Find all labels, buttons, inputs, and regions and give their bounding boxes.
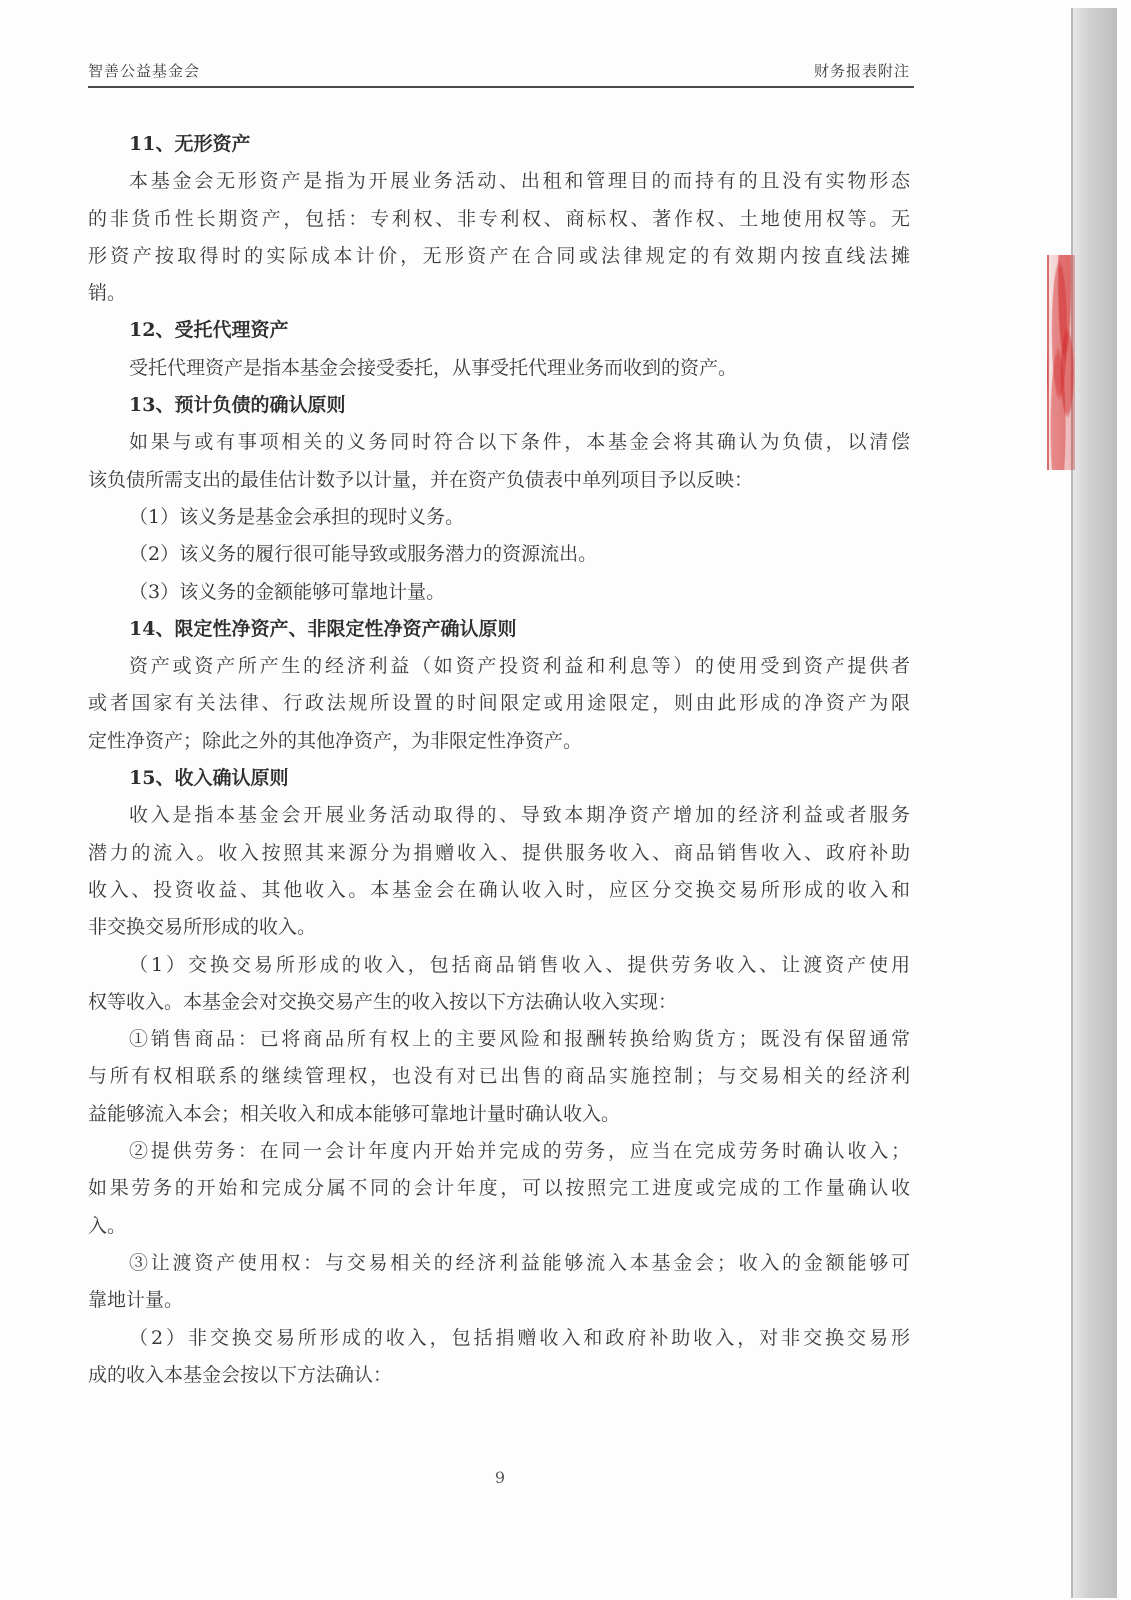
- paragraph-line: 受托代理资产是指本基金会接受委托，从事受托代理业务而收到的资产。: [129, 356, 738, 379]
- red-seal-stamp: [1047, 255, 1075, 470]
- document-section-title: 财务报表附注: [813, 62, 910, 80]
- paragraph-line: 或者国家有关法律、行政法规所设置的时间限定或用途限定，则由此形成的净资产为限: [88, 692, 910, 715]
- section-heading: 12、受托代理资产: [129, 319, 289, 342]
- paragraph-line: 潜力的流入。收入按照其来源分为捐赠收入、提供服务收入、商品销售收入、政府补助: [88, 841, 910, 864]
- paragraph-line: 形资产按取得时的实际成本计价，无形资产在合同或法律规定的有效期内按直线法摊: [88, 244, 910, 267]
- paragraph-line: 本基金会无形资产是指为开展业务活动、出租和管理目的而持有的且没有实物形态: [129, 170, 910, 193]
- paragraph-line: 与所有权相联系的继续管理权，也没有对已出售的商品实施控制；与交易相关的经济利: [88, 1065, 910, 1088]
- paragraph-line: 入。: [88, 1214, 127, 1237]
- paragraph-line: 该负债所需支出的最佳估计数予以计量，并在资产负债表中单列项目予以反映：: [88, 468, 754, 491]
- paragraph-line: ③让渡资产使用权：与交易相关的经济利益能够流入本基金会；收入的金额能够可: [129, 1251, 910, 1274]
- section-heading: 14、限定性净资产、非限定性净资产确认原则: [129, 617, 517, 640]
- paragraph-line: 收入、投资收益、其他收入。本基金会在确认收入时，应区分交换交易所形成的收入和: [88, 878, 910, 901]
- paragraph-line: 收入是指本基金会开展业务活动取得的、导致本期净资产增加的经济利益或者服务: [129, 804, 910, 827]
- paragraph-line: 销。: [88, 282, 127, 305]
- paragraph-line: （1）该义务是基金会承担的现时义务。: [129, 505, 465, 528]
- paragraph-line: （3）该义务的金额能够可靠地计量。: [129, 580, 446, 603]
- organization-name: 智善公益基金会: [88, 62, 201, 80]
- document-body: [88, 126, 910, 1394]
- section-heading: 13、预计负债的确认原则: [129, 394, 346, 417]
- paragraph-line: （1）交换交易所形成的收入，包括商品销售收入、提供劳务收入、让渡资产使用: [129, 953, 910, 976]
- paragraph-line: 益能够流入本会；相关收入和成本能够可靠地计量时确认收入。: [88, 1102, 621, 1125]
- paragraph-line: 的非货币性长期资产，包括：专利权、非专利权、商标权、著作权、土地使用权等。无: [88, 207, 910, 230]
- paragraph-line: 定性净资产；除此之外的其他净资产，为非限定性净资产。: [88, 729, 583, 752]
- paragraph-line: 如果与或有事项相关的义务同时符合以下条件，本基金会将其确认为负债，以清偿: [129, 431, 910, 454]
- binding-edge: [1073, 8, 1117, 1598]
- section-heading: 15、收入确认原则: [129, 767, 289, 790]
- paragraph-line: ①销售商品：已将商品所有权上的主要风险和报酬转换给购货方；既没有保留通常: [129, 1028, 910, 1051]
- paragraph-line: 成的收入本基金会按以下方法确认：: [88, 1363, 393, 1386]
- paragraph-line: 权等收入。本基金会对交换交易产生的收入按以下方法确认收入实现：: [88, 990, 678, 1013]
- page-number: 9: [494, 1468, 506, 1487]
- paragraph-line: （2）非交换交易所形成的收入，包括捐赠收入和政府补助收入，对非交换交易形: [129, 1326, 910, 1349]
- section-heading: 11、无形资产: [129, 133, 251, 155]
- paragraph-line: 如果劳务的开始和完成分属不同的会计年度，可以按照完工进度或完成的工作量确认收: [88, 1177, 910, 1200]
- paragraph-line: ②提供劳务：在同一会计年度内开始并完成的劳务，应当在完成劳务时确认收入；: [129, 1140, 910, 1163]
- page-header: [88, 56, 914, 88]
- paragraph-line: 资产或资产所产生的经济利益（如资产投资利益和利息等）的使用受到资产提供者: [129, 655, 910, 678]
- paragraph-line: （2）该义务的履行很可能导致或服务潜力的资源流出。: [129, 543, 598, 566]
- paragraph-line: 非交换交易所形成的收入。: [88, 916, 317, 939]
- paragraph-line: 靠地计量。: [88, 1289, 184, 1312]
